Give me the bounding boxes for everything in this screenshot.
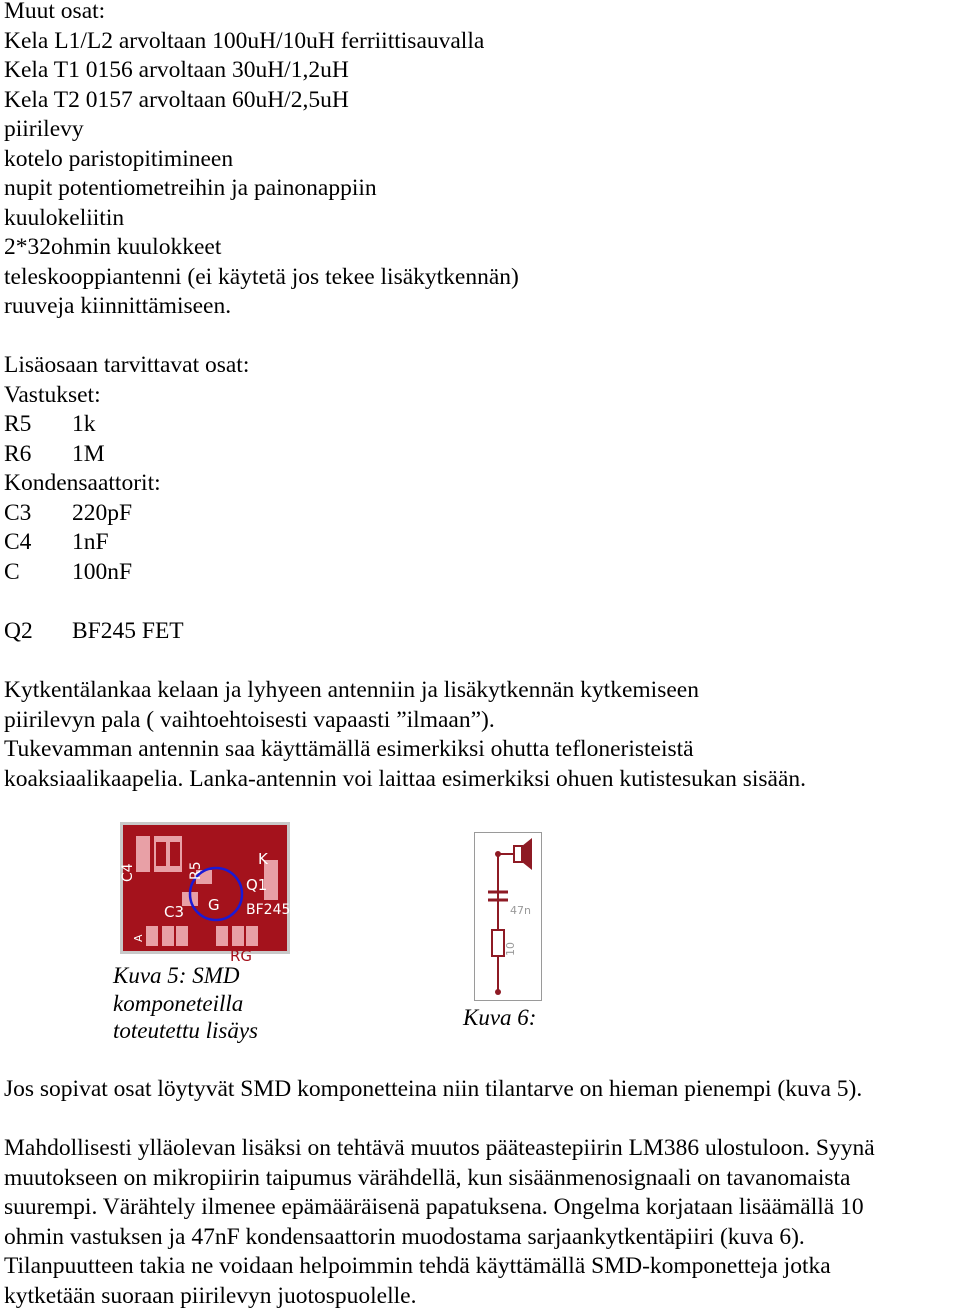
pcb-label: K [258,850,268,868]
paragraph-line: piirilevyn pala ( vaihtoehtoisesti vapaasti ”ilmaan”). [4,707,495,733]
pad [176,926,188,946]
pcb-label: RG [230,947,253,962]
figure6-caption: Kuva 6: [463,1005,537,1030]
parts-item: kuulokeliitin [4,205,125,231]
figure6-schematic-image [474,832,544,1002]
pcb-label: G [208,896,220,914]
paragraph-line: kytketään suoraan piirilevyn juotospuolelle. [4,1283,417,1309]
pad [136,836,150,872]
part-value: BF245 FET [72,618,184,644]
part-row [4,527,109,557]
parts-item: 2*32ohmin kuulokkeet [4,234,222,260]
part-ref: R5 [4,411,32,437]
pcb-label: BF245 [246,902,291,918]
junction [495,989,501,995]
pcb-label: C4 [120,863,136,882]
paragraph-line: suurempi. Värähtely ilmenee epämääräisenä papatuksena. Ongelma korjataan lisäämällä 10 [4,1194,864,1220]
pad [246,926,258,946]
paragraph-line: Kytkentälankaa kelaan ja lyhyeen antenniin ja lisäkytkennän kytkemiseen [4,677,699,703]
part-row [4,498,132,528]
parts-item: teleskooppiantenni (ei käytetä jos tekee lisäkytkennän) [4,264,519,290]
paragraph-line: koaksiaalikaapelia. Lanka-antennin voi laittaa esimerkiksi ohuen kutistesukan sisään. [4,766,807,792]
parts-item: piirilevy [4,116,84,142]
pad [146,926,158,946]
part-value: 1M [72,441,105,467]
parts-item: Kela L1/L2 arvoltaan 100uH/10uH ferriittisauvalla [4,28,485,54]
part-ref: Q2 [4,618,33,644]
paragraph-line: Tilanpuutteen takia ne voidaan helpoimmin tehdä käyttämällä SMD-komponetteja jotka [4,1253,831,1279]
part-value: 100nF [72,559,133,585]
junction [495,851,501,857]
figure5-caption-line: komponeteilla [113,991,244,1016]
paragraph-line: Tukevamman antennin saa käyttämällä esimerkiksi ohutta tefloneristeistä [4,736,694,762]
extra-parts-heading: Lisäosaan tarvittavat osat: [4,352,250,378]
parts-item: ruuveja kiinnittämiseen. [4,293,232,319]
capacitors-heading: Kondensaattorit: [4,470,161,496]
capacitor-label: 47n [510,904,531,917]
parts-item: nupit potentiometreihin ja painonappiin [4,175,377,201]
pcb-label: C3 [164,903,185,921]
resistor-symbol [492,930,504,956]
parts-heading: Muut osat: [4,0,106,24]
pcb-label: A [132,934,145,942]
part-value: 220pF [72,500,133,526]
part-ref: R6 [4,441,32,467]
part-ref: C [4,559,20,585]
part-row [4,439,105,469]
paragraph-line: Mahdollisesti ylläolevan lisäksi on tehtävä muutos pääteastepiirin LM386 ulostuloon. Syynä [4,1135,875,1161]
pcb-label: R5 [188,861,204,880]
pad-gap [170,842,180,866]
pad [162,926,174,946]
figure5-caption-line: toteutettu lisäys [113,1018,259,1043]
pad-gap [156,842,166,866]
part-value: 1k [72,411,96,437]
parts-item: Kela T2 0157 arvoltaan 60uH/2,5uH [4,87,349,113]
pcb-label: Q1 [246,876,268,894]
pad [232,926,244,946]
part-row [4,557,132,587]
part-ref: C4 [4,529,32,555]
parts-item: Kela T1 0156 arvoltaan 30uH/1,2uH [4,57,349,83]
part-value: 1nF [72,529,109,555]
paragraph-line: muutokseen on mikropiirin taipumus värähdellä, kun sisäänmenosignaali on tavanomaista [4,1165,851,1191]
figure5-caption-line: Kuva 5: SMD [113,963,240,988]
figure5-pcb-image [120,822,300,962]
parts-item: kotelo paristopitimineen [4,146,234,172]
part-row [4,616,184,646]
part-row [4,409,96,439]
paragraph-line: ohmin vastuksen ja 47nF kondensaattorin muodostama sarjaankytkentäpiiri (kuva 6). [4,1224,805,1250]
part-ref: C3 [4,500,32,526]
resistors-heading: Vastukset: [4,382,101,408]
pad [216,926,228,946]
paragraph-line: Jos sopivat osat löytyvät SMD komponetteina niin tilantarve on hieman pienempi (kuva 5). [4,1076,863,1102]
resistor-label: 10 [504,942,517,956]
